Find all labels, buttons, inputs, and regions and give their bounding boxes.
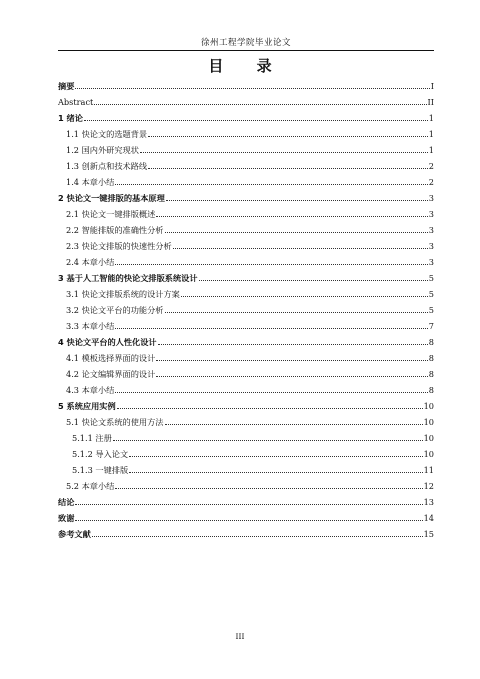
toc-entry-page: 2 [428, 161, 434, 171]
toc-entry-page: 12 [423, 481, 434, 491]
toc-entry[interactable] [58, 107, 434, 123]
dot-leader [140, 152, 428, 153]
toc-entry-label: 5 系统应用实例 [58, 401, 116, 411]
toc-entry-page: 5 [428, 289, 434, 299]
toc-entry[interactable] [58, 219, 434, 235]
toc-entry-page: 10 [423, 449, 434, 459]
dot-leader [75, 88, 429, 89]
toc-entry-page: 7 [428, 321, 434, 331]
toc-entry-page: 10 [423, 401, 434, 411]
toc-entry[interactable] [58, 203, 434, 219]
toc-entry[interactable] [58, 395, 434, 411]
toc-entry[interactable] [58, 411, 434, 427]
toc-entry-page: 8 [428, 353, 434, 363]
toc-entry-label: 2.3 快论文排版的快速性分析 [66, 241, 172, 251]
toc-entry[interactable] [58, 299, 434, 315]
toc-entry[interactable] [58, 235, 434, 251]
dot-leader [115, 184, 427, 185]
running-header: 徐州工程学院毕业论文 [200, 38, 291, 48]
toc-entry-page: 8 [428, 369, 434, 379]
toc-entry[interactable] [58, 171, 434, 187]
toc-entry[interactable] [58, 475, 434, 491]
toc-entry-page: 3 [428, 241, 434, 251]
toc-entry-label: 2.4 本章小结 [66, 257, 115, 267]
toc-entry-page: 10 [423, 433, 434, 443]
dot-leader [113, 440, 423, 441]
toc-entry-page: 1 [428, 113, 434, 123]
toc-entry-label: 1.2 国内外研究现状 [66, 145, 139, 155]
toc-entry-label: 致谢 [58, 513, 75, 523]
toc-entry-label: 3.3 本章小结 [66, 321, 115, 331]
dot-leader [156, 360, 427, 361]
dot-leader [129, 472, 422, 473]
toc-entry[interactable] [58, 347, 434, 363]
dot-leader [84, 120, 428, 121]
toc-entry[interactable] [58, 283, 434, 299]
toc-entry-label: 1 绪论 [58, 113, 83, 123]
toc-entry-page: 14 [423, 513, 434, 523]
toc-entry[interactable] [58, 427, 434, 443]
dot-leader [92, 536, 423, 537]
toc-entry-page: 5 [428, 273, 434, 283]
table-of-contents [58, 75, 434, 539]
toc-entry-label: Abstract [58, 97, 94, 107]
dot-leader [156, 376, 427, 377]
toc-entry-page: 11 [423, 465, 434, 475]
page-number: III [235, 632, 245, 641]
toc-entry-page: 1 [428, 145, 434, 155]
dot-leader [94, 104, 426, 105]
toc-entry[interactable] [58, 155, 434, 171]
toc-entry-label: 5.1 快论文系统的使用方法 [66, 417, 164, 427]
dot-leader [115, 328, 427, 329]
toc-entry-label: 4.1 模板选择界面的设计 [66, 353, 156, 363]
toc-entry-label: 4.3 本章小结 [66, 385, 115, 395]
dot-leader [129, 456, 422, 457]
toc-entry[interactable] [58, 443, 434, 459]
toc-entry[interactable] [58, 363, 434, 379]
dot-leader [158, 344, 428, 345]
toc-entry[interactable] [58, 507, 434, 523]
toc-entry[interactable] [58, 331, 434, 347]
toc-entry-label: 4.2 论文编辑界面的设计 [66, 369, 156, 379]
dot-leader [148, 136, 428, 137]
toc-entry-page: 3 [428, 209, 434, 219]
toc-entry[interactable] [58, 315, 434, 331]
toc-entry[interactable] [58, 187, 434, 203]
toc-entry-page: 8 [428, 385, 434, 395]
toc-entry[interactable] [58, 91, 434, 107]
header-rule [58, 50, 434, 51]
toc-entry[interactable] [58, 379, 434, 395]
dot-leader [115, 488, 422, 489]
toc-entry-label: 1.1 快论文的选题背景 [66, 129, 148, 139]
dot-leader [156, 216, 427, 217]
toc-entry-label: 3.1 快论文排版系统的设计方案 [66, 289, 180, 299]
toc-entry[interactable] [58, 251, 434, 267]
toc-entry-page: 2 [428, 177, 434, 187]
dot-leader [165, 312, 428, 313]
dot-leader [115, 264, 427, 265]
toc-entry[interactable] [58, 523, 434, 539]
toc-entry-page: 3 [428, 257, 434, 267]
page-title: 目 录 [208, 57, 286, 75]
dot-leader [165, 232, 428, 233]
toc-entry-label: 5.1.2 导入论文 [72, 449, 129, 459]
toc-entry-label: 3 基于人工智能的快论文排版系统设计 [58, 273, 198, 283]
dot-leader [173, 248, 428, 249]
toc-entry-page: I [430, 81, 434, 91]
toc-entry-page: 1 [428, 129, 434, 139]
toc-entry-page: 13 [423, 497, 434, 507]
toc-entry-page: 8 [428, 337, 434, 347]
toc-entry-page: 5 [428, 305, 434, 315]
toc-entry[interactable] [58, 75, 434, 91]
toc-entry[interactable] [58, 139, 434, 155]
toc-entry-label: 1.4 本章小结 [66, 177, 115, 187]
dot-leader [117, 408, 423, 409]
toc-entry-page: II [427, 97, 434, 107]
toc-entry-label: 5.1.1 注册 [72, 433, 112, 443]
toc-entry-label: 3.2 快论文平台的功能分析 [66, 305, 164, 315]
toc-entry-label: 摘要 [58, 81, 75, 91]
toc-entry-label: 4 快论文平台的人性化设计 [58, 337, 157, 347]
toc-entry[interactable] [58, 491, 434, 507]
dot-leader [148, 168, 428, 169]
toc-entry-label: 1.3 创新点和技术路线 [66, 161, 148, 171]
toc-entry-page: 3 [428, 193, 434, 203]
dot-leader [115, 392, 427, 393]
toc-entry-label: 2 快论文一键排版的基本原理 [58, 193, 165, 203]
dot-leader [199, 280, 428, 281]
dot-leader [181, 296, 428, 297]
toc-entry-label: 2.2 智能排版的准确性分析 [66, 225, 164, 235]
toc-entry-page: 10 [423, 417, 434, 427]
toc-entry-label: 结论 [58, 497, 75, 507]
toc-entry[interactable] [58, 459, 434, 475]
dot-leader [166, 200, 428, 201]
dot-leader [75, 520, 422, 521]
toc-entry-page: 3 [428, 225, 434, 235]
toc-entry-label: 2.1 快论文一键排版概述 [66, 209, 156, 219]
toc-entry-label: 5.1.3 一键排版 [72, 465, 129, 475]
dot-leader [75, 504, 422, 505]
dot-leader [165, 424, 423, 425]
toc-entry-page: 15 [423, 529, 434, 539]
toc-entry[interactable] [58, 267, 434, 283]
toc-entry-label: 参考文献 [58, 529, 91, 539]
toc-entry[interactable] [58, 123, 434, 139]
toc-entry-label: 5.2 本章小结 [66, 481, 115, 491]
